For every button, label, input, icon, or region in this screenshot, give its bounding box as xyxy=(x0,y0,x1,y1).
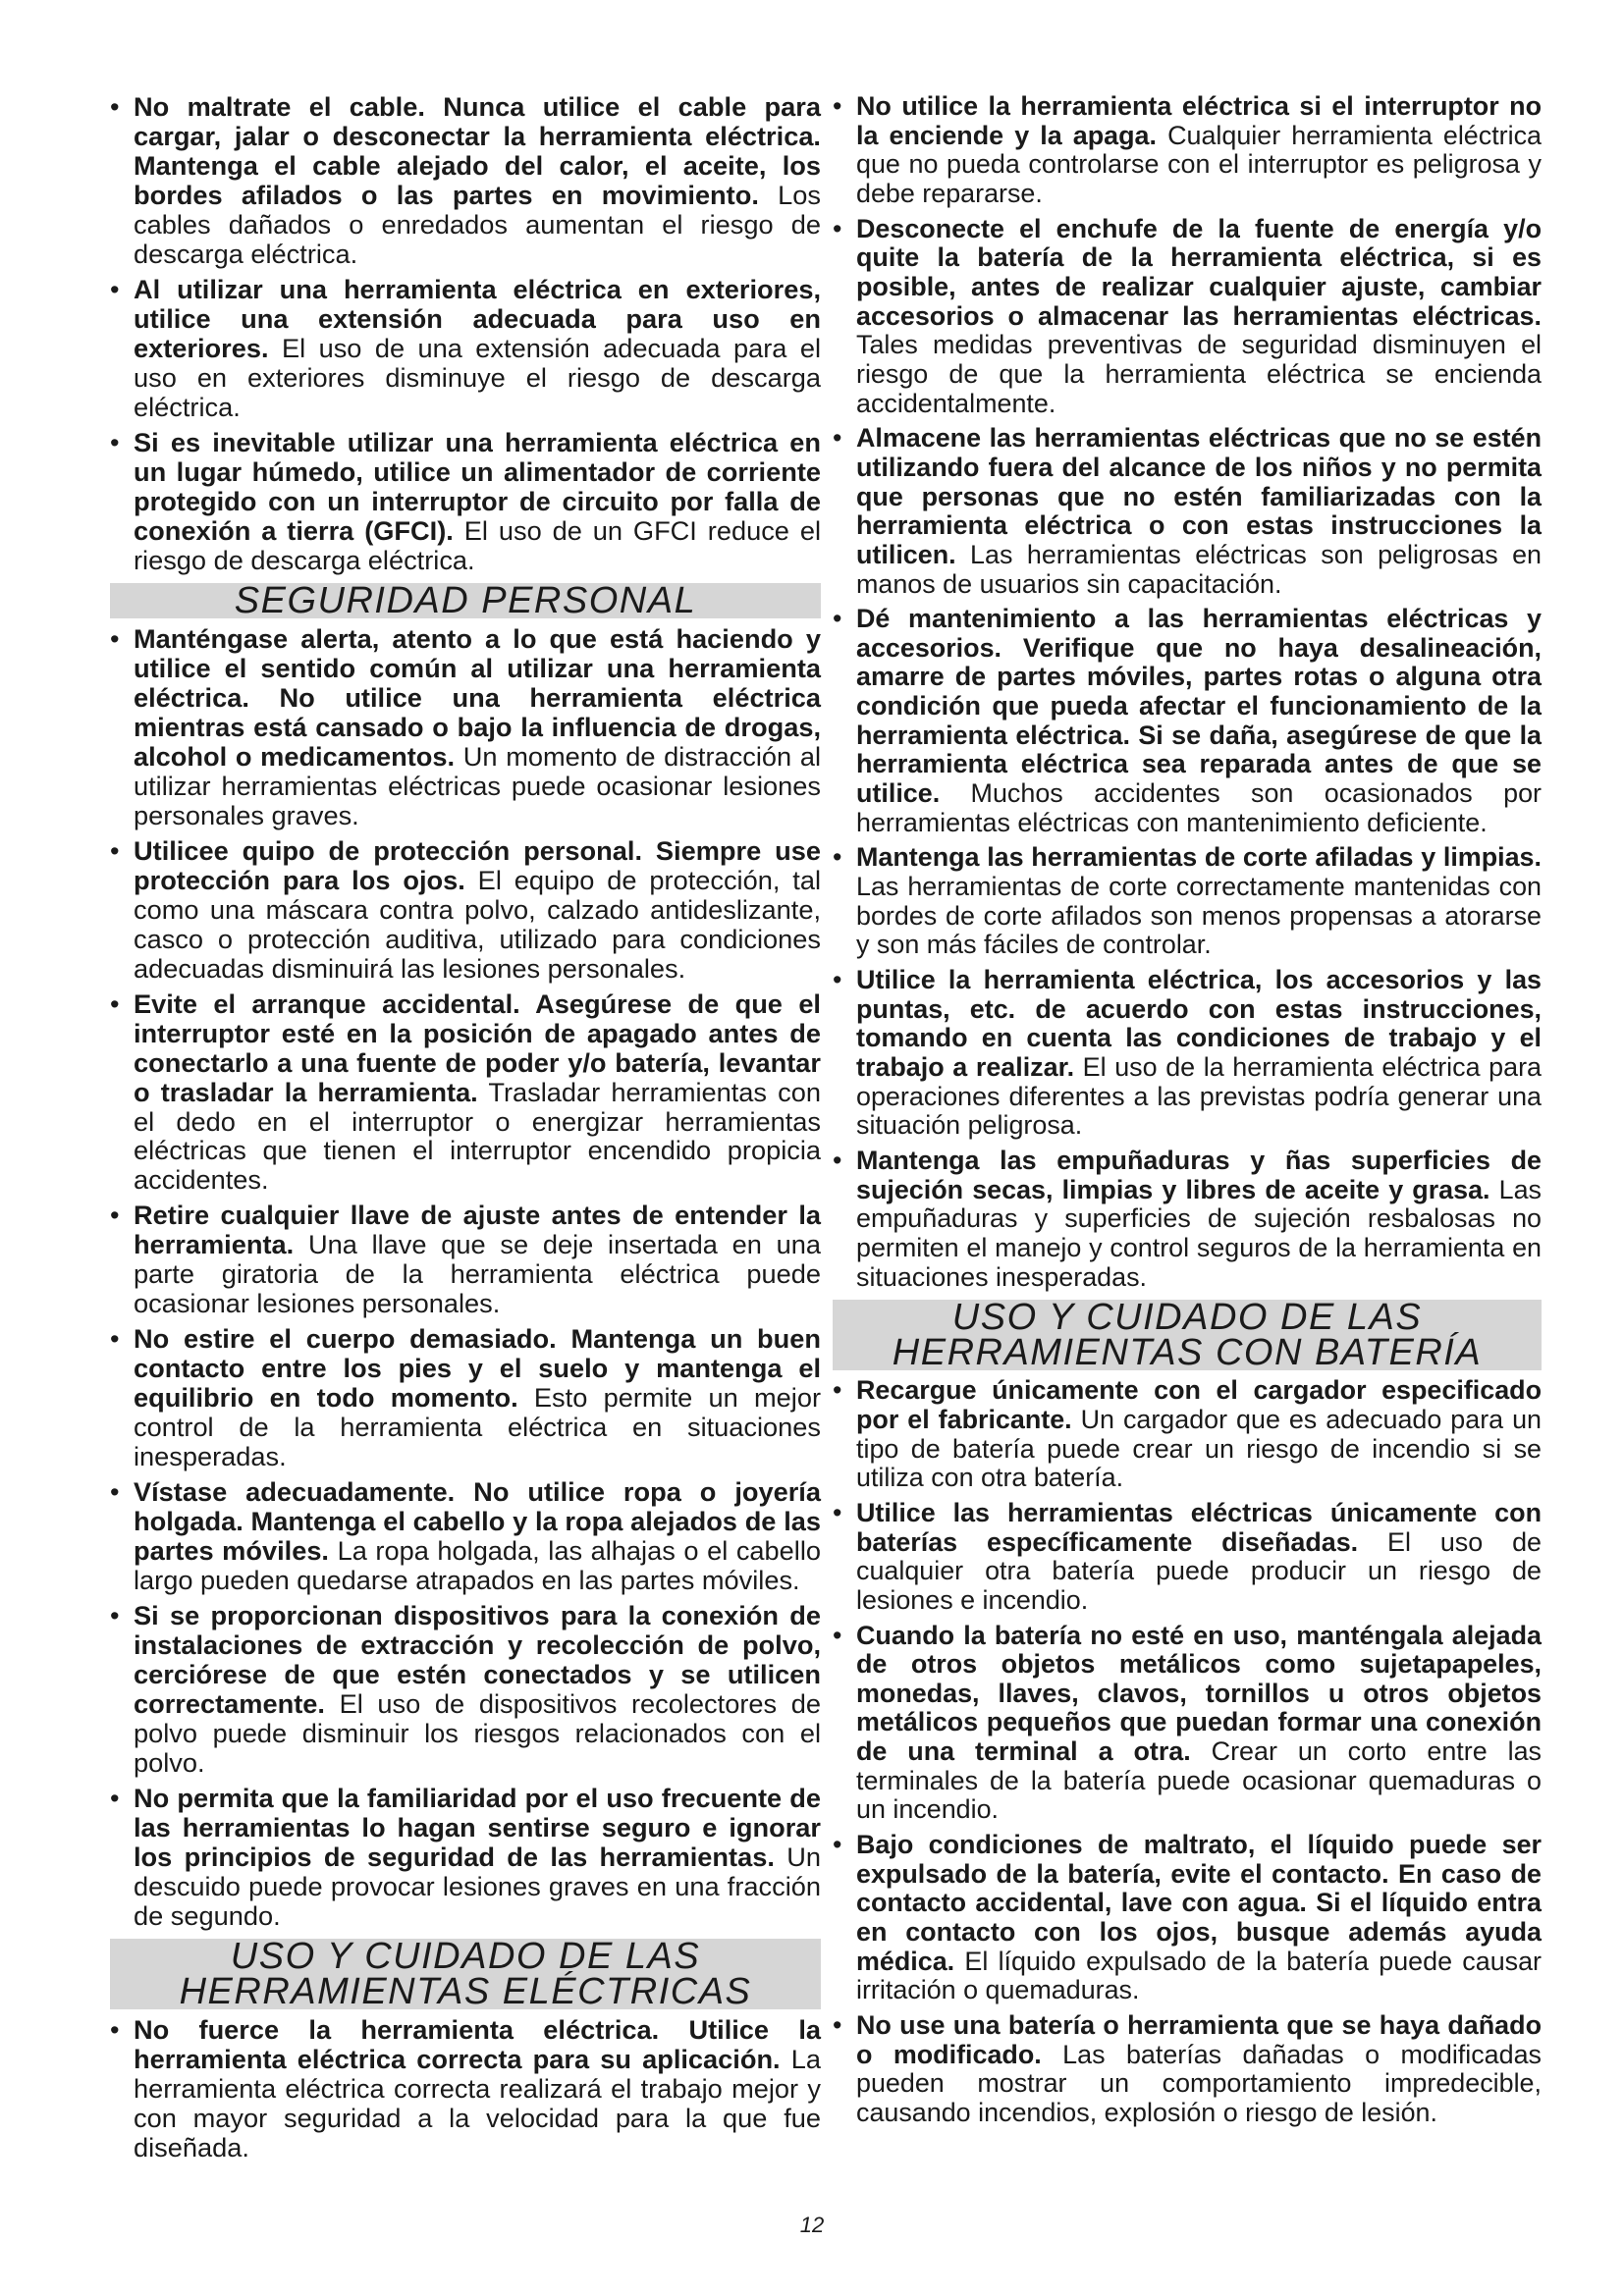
item-emphasis: Retire cualquier llave de ajuste antes de entender la herramienta. xyxy=(134,1200,821,1260)
safety-item xyxy=(833,1376,1542,1493)
safety-item xyxy=(110,1201,821,1318)
item-body: Los cables dañados o enredados aumentan el riesgo de descarga eléctrica. xyxy=(134,179,821,269)
item-emphasis: Vístase adecuadamente. No utilice ropa o joyería holgada. Mantenga el cabello y la ropa alejados de las partes móviles. xyxy=(134,1476,821,1567)
bullet-icon: • xyxy=(833,1830,842,1860)
item-emphasis: Mantenga las herramientas de corte afiladas y limpias. xyxy=(856,842,1542,873)
item-body: Las herramientas de corte correctamente mantenidas con bordes de corte afilados son menos propensas a atorarse y son más fáciles de controlar. xyxy=(856,872,1542,960)
bullet-icon: • xyxy=(833,604,842,634)
item-emphasis: No permita que la familiaridad por el uso frecuente de las herramientas lo hagan sentirse seguro e ignorar los principios de seguridad de las herramientas. xyxy=(134,1783,821,1873)
bullet-icon: • xyxy=(110,1476,120,1508)
safety-item xyxy=(833,843,1542,960)
safety-item xyxy=(110,428,821,575)
item-emphasis: No use una batería o herramienta que se haya dañado o modificado. xyxy=(856,2010,1542,2069)
item-body: La ropa holgada, las alhajas o el cabello largo pueden quedarse atrapados en las partes móviles. xyxy=(134,1535,821,1596)
safety-item xyxy=(110,836,821,984)
item-emphasis: No fuerce la herramienta eléctrica. Utilice la herramienta eléctrica correcta para su aplicación. xyxy=(134,2014,821,2075)
bullet-icon: • xyxy=(833,91,842,121)
item-emphasis: Almacene las herramientas eléctricas que no se estén utilizando fuera del alcance de los niños y no permita que personas que no estén familiarizadas con la herramienta eléctrica o con estas instrucciones la utilicen. xyxy=(856,423,1542,569)
safety-item xyxy=(110,624,821,830)
bullet-icon: • xyxy=(110,2014,120,2046)
bullet-icon: • xyxy=(833,1497,842,1527)
safety-item xyxy=(110,1324,821,1471)
safety-item xyxy=(110,1477,821,1595)
safety-item xyxy=(110,92,821,269)
section-heading: USO Y CUIDADO DE LAS HERRAMIENTAS ELÉCTRICAS xyxy=(110,1939,821,2009)
item-emphasis: Utilice la herramienta eléctrica, los accesorios y las puntas, etc. de acuerdo con estas instrucciones, tomando en cuenta las condiciones de trabajo y el trabajo a realizar. xyxy=(856,965,1542,1082)
safety-item xyxy=(833,1622,1542,1826)
item-body: Crear un corto entre las terminales de la batería puede ocasionar quemaduras o un incendio. xyxy=(856,1736,1542,1825)
item-emphasis: Utilicee quipo de protección personal. Siempre use protección para los ojos. xyxy=(134,834,821,895)
bullet-icon: • xyxy=(110,1600,120,1631)
item-emphasis: Mantenga las empuñaduras y ñas superficies de sujeción secas, limpias y libres de aceite y grasa. xyxy=(856,1145,1542,1204)
bullet-icon: • xyxy=(833,965,842,995)
bullet-icon: • xyxy=(110,622,120,654)
bullet-icon: • xyxy=(833,842,842,873)
item-body: El uso de una extensión adecuada para el uso en exteriores disminuye el riesgo de descarga eléctrica. xyxy=(134,332,821,422)
bullet-icon: • xyxy=(110,988,120,1019)
safety-item xyxy=(110,275,821,422)
bullet-icon: • xyxy=(833,1145,842,1175)
item-emphasis: No estire el cuerpo demasiado. Mantenga un buen contacto entre los pies y el suelo y mantenga el equilibrio en todo momento. xyxy=(134,1323,821,1414)
item-body: El uso de un GFCI reduce el riesgo de descarga eléctrica. xyxy=(134,514,821,575)
safety-item xyxy=(110,1784,821,1931)
bullet-icon: • xyxy=(110,1783,120,1814)
bullet-icon: • xyxy=(110,91,120,122)
item-emphasis: Si es inevitable utilizar una herramienta eléctrica en un lugar húmedo, utilice un alimentador de corriente protegido con un interruptor de circuito por falla de conexión a tierra (GFCI). xyxy=(134,426,821,546)
section-heading: USO Y CUIDADO DE LAS HERRAMIENTAS CON BATERÍA xyxy=(833,1300,1542,1370)
bullet-icon: • xyxy=(833,1375,842,1406)
item-body: Las herramientas eléctricas son peligrosas en manos de usuarios sin capacitación. xyxy=(856,539,1542,599)
item-body: Trasladar herramientas con el dedo en el interruptor o energizar herramientas eléctricas que tienen el interruptor encendido propicia accidentes. xyxy=(134,1076,821,1196)
safety-item xyxy=(833,215,1542,419)
safety-item xyxy=(833,1147,1542,1292)
section-heading: SEGURIDAD PERSONAL xyxy=(110,583,821,618)
left-column xyxy=(110,92,821,2168)
item-emphasis: No maltrate el cable. Nunca utilice el cable para cargar, jalar o desconectar la herramienta eléctrica. Mantenga el cable alejado del calor, el aceite, los bordes afilados o las partes en movimiento. xyxy=(134,91,821,210)
bullet-icon: • xyxy=(833,423,842,454)
item-body: Muchos accidentes son ocasionados por herramientas eléctricas con mantenimiento deficiente. xyxy=(856,778,1542,837)
page-number: 12 xyxy=(799,2213,825,2237)
bullet-icon: • xyxy=(110,426,120,457)
item-body: Un momento de distracción al utilizar herramientas eléctricas puede ocasionar lesiones personales graves. xyxy=(134,740,821,830)
item-emphasis: Dé mantenimiento a las herramientas eléctricas y accesorios. Verifique que no haya desalineación, amarre de partes móviles, partes rotas o alguna otra condición que pueda afectar el funcionamiento de la herramienta eléctrica. Si se daña, asegúrese de que la herramienta eléctrica sea reparada antes de que se utilice. xyxy=(856,604,1542,809)
bullet-icon: • xyxy=(110,1200,120,1231)
item-emphasis: Al utilizar una herramienta eléctrica en exteriores, utilice una extensión adecuada para uso en exteriores. xyxy=(134,273,821,363)
bullet-icon: • xyxy=(833,213,842,243)
item-emphasis: No utilice la herramienta eléctrica si el interruptor no la enciende y la apaga. xyxy=(856,91,1542,150)
bullet-icon: • xyxy=(110,834,120,866)
item-body: Un cargador que es adecuado para un tipo de batería puede crear un riesgo de incendio si se utiliza con otra batería. xyxy=(856,1404,1542,1493)
item-emphasis: Cuando la batería no esté en uso, manténgala alejada de otros objetos metálicos como sujetapapeles, monedas, llaves, clavos, tornillos u otros objetos metálicos pequeños que puedan formar una conexión de una terminal a otra. xyxy=(856,1620,1542,1767)
safety-item xyxy=(833,1499,1542,1616)
item-body: Tales medidas preventivas de seguridad disminuyen el riesgo de que la herramienta eléctrica se encienda accidentalmente. xyxy=(856,330,1542,418)
safety-item xyxy=(833,424,1542,599)
item-body: El uso de cualquier otra batería puede producir un riesgo de lesiones e incendio. xyxy=(856,1526,1542,1615)
safety-item xyxy=(833,605,1542,837)
item-emphasis: Evite el arranque accidental. Asegúrese de que el interruptor esté en la posición de apagado antes de conectarlo a una fuente de poder y/o batería, levantar o trasladar la herramienta. xyxy=(134,988,821,1107)
item-emphasis: Utilice las herramientas eléctricas únicamente con baterías específicamente diseñadas. xyxy=(856,1497,1542,1557)
item-body: Un descuido puede provocar lesiones graves en una fracción de segundo. xyxy=(134,1842,821,1932)
item-body: Las baterías dañadas o modificadas pueden mostrar un comportamiento impredecible, causando incendios, explosión o riesgo de lesión. xyxy=(856,2039,1542,2127)
item-body: Las empuñaduras y superficies de sujeción resbalosas no permiten el manejo y control seguros de la herramienta en situaciones inesperadas. xyxy=(856,1174,1542,1292)
item-body: La herramienta eléctrica correcta realizará el trabajo mejor y con mayor seguridad a la velocidad para la que fue diseñada. xyxy=(134,2044,821,2163)
safety-item xyxy=(833,92,1542,209)
item-body: El uso de la herramienta eléctrica para operaciones diferentes a las previstas podría generar una situación peligrosa. xyxy=(856,1052,1542,1141)
item-emphasis: Recargue únicamente con el cargador especificado por el fabricante. xyxy=(856,1375,1542,1434)
right-column xyxy=(833,92,1542,2134)
safety-item xyxy=(110,989,821,1196)
safety-item xyxy=(110,1601,821,1778)
item-body: Esto permite un mejor control de la herramienta eléctrica en situaciones inesperadas. xyxy=(134,1382,821,1472)
safety-item xyxy=(833,1831,1542,2005)
safety-item xyxy=(833,966,1542,1141)
item-emphasis: Bajo condiciones de maltrato, el líquido puede ser expulsado de la batería, evite el contacto. En caso de contacto accidental, lave con agua. Si el líquido entra en contacto con los ojos, busque además ayuda médica. xyxy=(856,1830,1542,1976)
bullet-icon: • xyxy=(833,2010,842,2041)
safety-item xyxy=(110,2015,821,2163)
item-body: El equipo de protección, tal como una máscara contra polvo, calzado antideslizante, casco o protección auditiva, utilizado para condiciones adecuadas disminuirá las lesiones personales. xyxy=(134,864,821,984)
item-emphasis: Manténgase alerta, atento a lo que está haciendo y utilice el sentido común al utilizar una herramienta eléctrica. No utilice una herramienta eléctrica mientras está cansado o bajo la influencia de drogas, alcohol o medicamentos. xyxy=(134,622,821,772)
bullet-icon: • xyxy=(833,1620,842,1650)
item-body: Cualquier herramienta eléctrica que no pueda controlarse con el interruptor es peligrosa y debe repararse. xyxy=(856,120,1543,208)
item-emphasis: Desconecte el enchufe de la fuente de energía y/o quite la batería de la herramienta eléctrica, si es posible, antes de realizar cualquier ajuste, cambiar accesorios o almacenar las herramientas eléctricas. xyxy=(856,213,1542,331)
bullet-icon: • xyxy=(110,1323,120,1355)
safety-item xyxy=(833,2011,1542,2128)
item-emphasis: Si se proporcionan dispositivos para la conexión de instalaciones de extracción y recolección de polvo, cerciórese de que estén conectados y se utilicen correctamente. xyxy=(134,1600,821,1720)
item-body: El líquido expulsado de la batería puede causar irritación o quemaduras. xyxy=(856,1946,1542,2005)
bullet-icon: • xyxy=(110,273,120,304)
item-body: Una llave que se deje insertada en una parte giratoria de la herramienta eléctrica puede ocasionar lesiones personales. xyxy=(134,1229,821,1319)
item-body: El uso de dispositivos recolectores de polvo puede disminuir los riesgos relacionados con el polvo. xyxy=(134,1688,821,1779)
